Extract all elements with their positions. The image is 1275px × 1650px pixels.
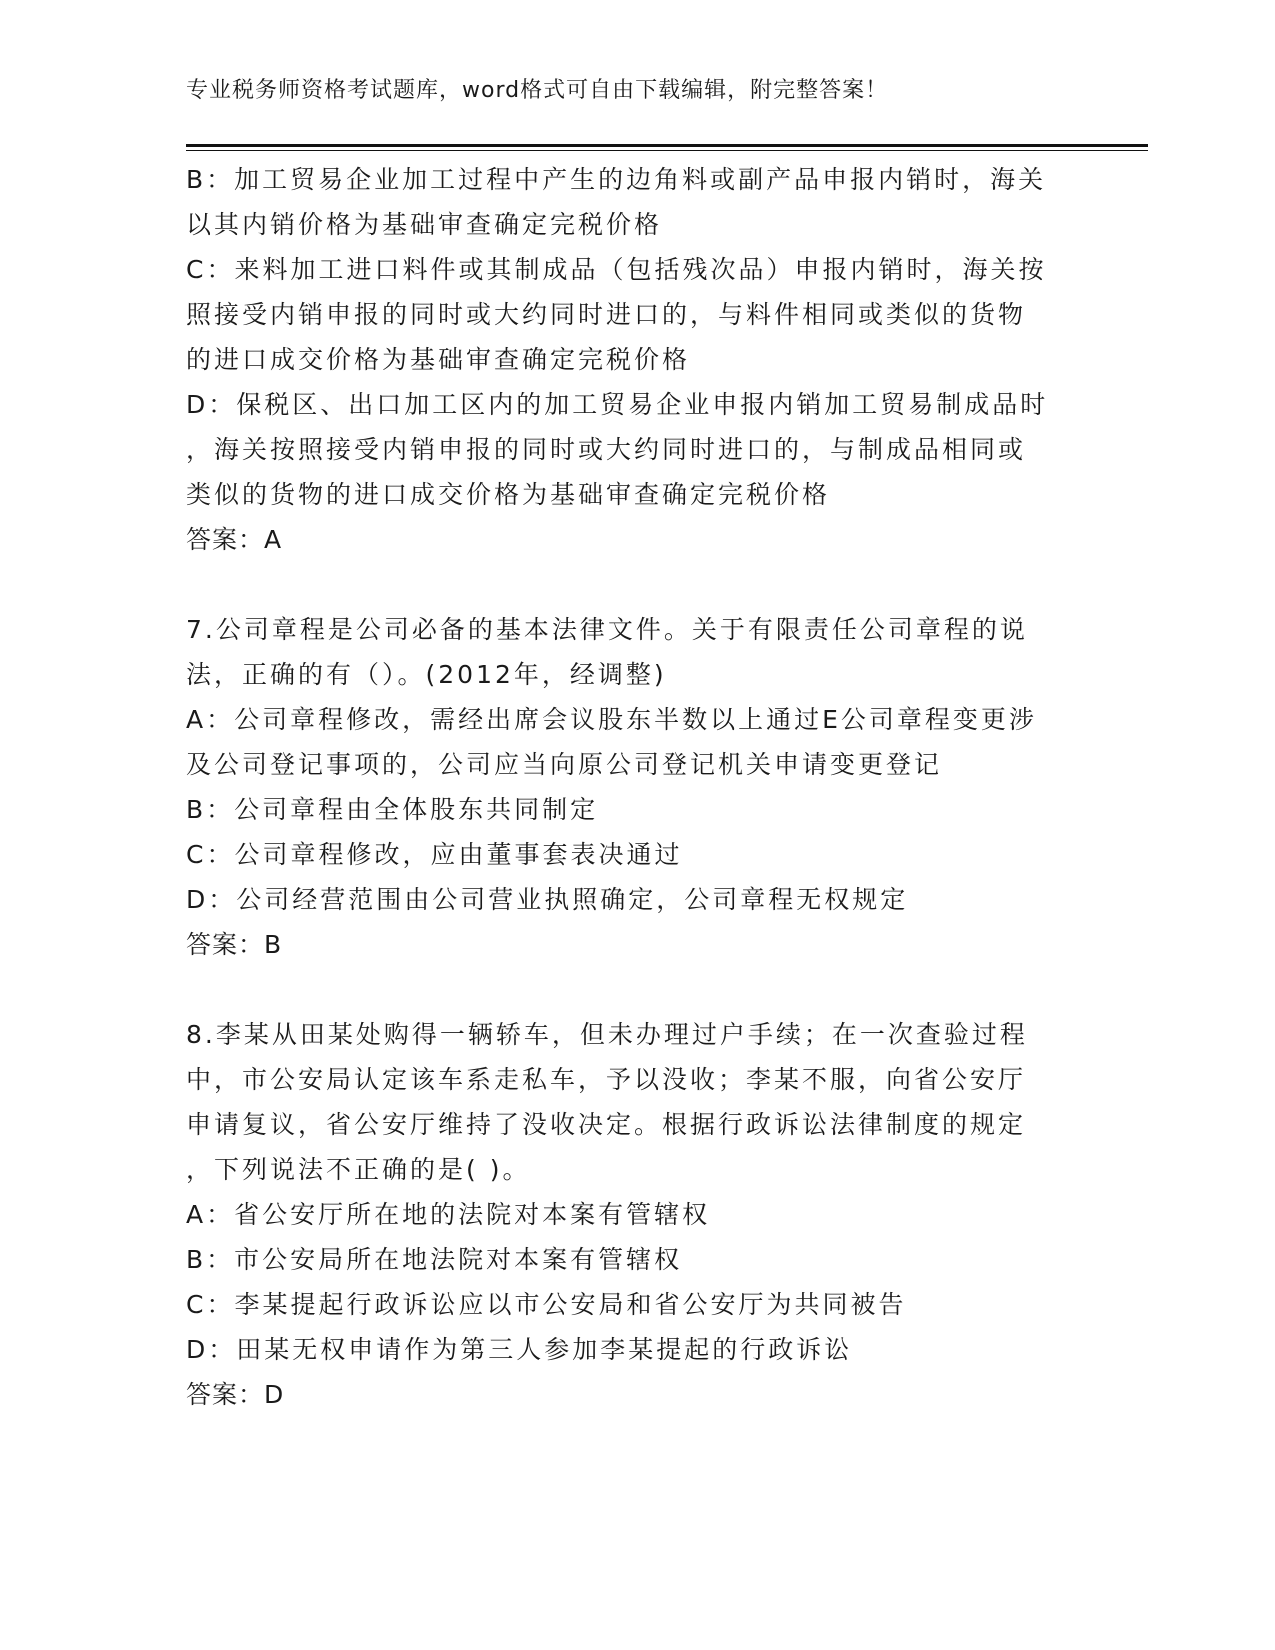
question-8 [186, 1012, 1086, 1417]
q6-option-c-line1: C：来料加工进口料件或其制成品（包括残次品）申报内销时，海关按 [186, 255, 1047, 284]
q8-option-a: A：省公安厅所在地的法院对本案有管辖权 [186, 1200, 711, 1229]
q7-option-b: B：公司章程由全体股东共同制定 [186, 795, 599, 824]
q7-answer: 答案：B [186, 930, 283, 959]
q8-option-c: C：李某提起行政诉讼应以市公安局和省公安厅为共同被告 [186, 1290, 907, 1319]
q6-answer: 答案：A [186, 525, 283, 554]
q7-option-c: C：公司章程修改，应由董事套表决通过 [186, 840, 683, 869]
q8-option-d: D：田某无权申请作为第三人参加李某提起的行政诉讼 [186, 1335, 853, 1364]
q6-option-b-line2: 以其内销价格为基础审查确定完税价格 [186, 210, 663, 239]
q6-option-d-line3: 类似的货物的进口成交价格为基础审查确定完税价格 [186, 480, 831, 509]
q8-option-b: B：市公安局所在地法院对本案有管辖权 [186, 1245, 683, 1274]
q8-stem-line3: 申请复议，省公安厅维持了没收决定。根据行政诉讼法律制度的规定 [186, 1110, 1027, 1139]
q6-option-d-line1: D：保税区、出口加工区内的加工贸易企业申报内销加工贸易制成品时 [186, 390, 1049, 419]
header-divider [186, 144, 1148, 151]
q8-stem-line1: 8.李某从田某处购得一辆轿车，但未办理过户手续；在一次查验过程 [186, 1020, 1028, 1049]
q6-option-c-line3: 的进口成交价格为基础审查确定完税价格 [186, 345, 691, 374]
question-6 [186, 157, 1086, 562]
q6-option-d-line2: ，海关按照接受内销申报的同时或大约同时进口的，与制成品相同或 [186, 435, 1027, 464]
q7-option-a-line2: 及公司登记事项的，公司应当向原公司登记机关申请变更登记 [186, 750, 943, 779]
spacer [186, 562, 1086, 607]
spacer [186, 967, 1086, 1012]
question-7 [186, 607, 1086, 967]
q7-stem-line2: 法，正确的有（）。(2012年，经调整) [186, 660, 667, 689]
q8-stem-line2: 中，市公安局认定该车系走私车，予以没收；李某不服，向省公安厅 [186, 1065, 1027, 1094]
q7-stem-line1: 7.公司章程是公司必备的基本法律文件。关于有限责任公司章程的说 [186, 615, 1028, 644]
q6-option-b-line1: B：加工贸易企业加工过程中产生的边角料或副产品申报内销时，海关 [186, 165, 1047, 194]
q8-stem-line4: ，下列说法不正确的是( )。 [186, 1155, 531, 1184]
q7-option-a-line1: A：公司章程修改，需经出席会议股东半数以上通过E公司章程变更涉 [186, 705, 1037, 734]
q6-option-c-line2: 照接受内销申报的同时或大约同时进口的，与料件相同或类似的货物 [186, 300, 1027, 329]
q8-answer: 答案：D [186, 1380, 285, 1409]
document-body [186, 157, 1086, 1417]
page-header: 专业税务师资格考试题库，word格式可自由下载编辑，附完整答案！ [186, 78, 889, 103]
q7-option-d: D：公司经营范围由公司营业执照确定，公司章程无权规定 [186, 885, 909, 914]
